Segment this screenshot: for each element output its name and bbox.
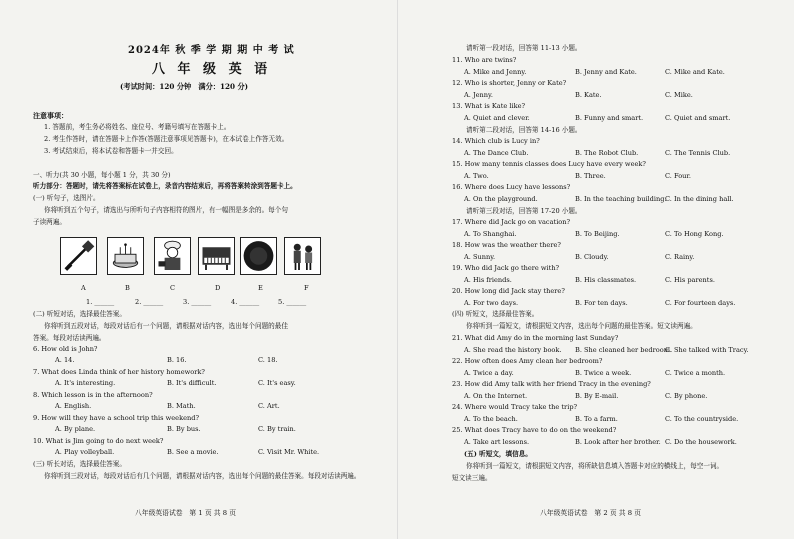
question-7: 7. What does Linda think of her history homework? [33, 368, 205, 376]
q11-option-c: C. Mike and Kate. [665, 68, 725, 76]
q12-option-b: B. Kate. [575, 91, 602, 99]
q14-option-b: B. The Robot Club. [575, 149, 639, 157]
answer-blank-1: 1. ______ [86, 298, 115, 306]
q23-option-a: A. On the Internet. [464, 392, 528, 400]
picture-label-d: D [215, 284, 221, 292]
note-1: 1. 答题前，考生务必将姓名、座位号、考籍号填写在答题卡上。 [44, 123, 231, 131]
q10-option-b: B. See a movie. [167, 448, 219, 456]
q6-option-a: A. 14. [55, 356, 75, 364]
picture-label-a: A [81, 284, 86, 292]
section3-instruction: 你将听到三段对话，每段对话后有几个问题，请根据对话内容，选出每个问题的最佳答案。每段对话读两遍。 [44, 472, 361, 480]
picture-a-paintbrush [60, 237, 97, 275]
exam-title: 2024年 秋 季 学 期 期 中 考 试 [128, 45, 295, 56]
q16-option-c: C. In the dining hall. [665, 195, 734, 203]
q6-option-c: C. 18. [258, 356, 278, 364]
question-24: 24. Where would Tracy take the trip? [452, 403, 578, 411]
q12-option-a: A. Jenny. [464, 91, 493, 99]
question-23: 23. How did Amy talk with her friend Tracy in the evening? [452, 380, 651, 388]
question-13: 13. What is Kate like? [452, 102, 526, 110]
question-20: 20. How long did Jack stay there? [452, 287, 565, 295]
q8-option-c: C. Art. [258, 402, 280, 410]
picture-label-c: C [170, 284, 176, 292]
right-page-footer: 八年级英语试卷 第 2 页 共 8 页 [540, 509, 642, 517]
q24-option-a: A. To the beach. [464, 415, 518, 423]
q21-option-a: A. She read the history book. [464, 346, 562, 354]
q15-option-c: C. Four. [665, 172, 691, 180]
q19-option-b: B. His classmates. [575, 276, 637, 284]
question-18: 18. How was the weather there? [452, 241, 561, 249]
q25-option-c: C. Do the housework. [665, 438, 737, 446]
picture-d-piano [198, 237, 235, 275]
q14-option-c: C. The Tennis Club. [665, 149, 731, 157]
q22-option-b: B. Twice a week. [575, 369, 632, 377]
q15-option-a: A. Two. [464, 172, 489, 180]
question-8: 8. Which lesson is in the afternoon? [33, 391, 153, 399]
question-16: 16. Where does Lucy have lessons? [452, 183, 571, 191]
q18-option-b: B. Cloudy. [575, 253, 609, 261]
q8-option-b: B. Math. [167, 402, 196, 410]
part1-instruction: 听力部分：答题时，请先将答案标在试卷上，录音内容结束后，再将答案转涂到答题卡上。 [33, 182, 297, 190]
q17-option-b: B. To Beijing. [575, 230, 620, 238]
section2-title: (二) 听短对话，选择最佳答案。 [33, 310, 126, 318]
section3-title: (三) 听长对话，选择最佳答案。 [33, 460, 126, 468]
q20-option-c: C. For fourteen days. [665, 299, 736, 307]
section1-instruction-2: 子读两遍。 [33, 218, 66, 226]
q10-option-a: A. Play volleyball. [55, 448, 115, 456]
q7-option-a: A. It's interesting. [55, 379, 116, 387]
q10-option-c: C. Visit Mr. White. [258, 448, 320, 456]
section5-instruction-2: 短文读三遍。 [452, 474, 492, 482]
q24-option-c: C. To the countryside. [665, 415, 739, 423]
question-22: 22. How often does Amy clean her bedroom? [452, 357, 603, 365]
question-17: 17. Where did Jack go on vacation? [452, 218, 571, 226]
q21-option-c: C. She talked with Tracy. [665, 346, 749, 354]
q18-option-a: A. Sunny. [464, 253, 496, 261]
q23-option-b: B. By E-mail. [575, 392, 619, 400]
right-column [400, 0, 794, 539]
note-2: 2. 考生作答时，请在答题卡上作答(答题注意事项见答题卡)，在本试卷上作答无效。 [44, 135, 289, 143]
section4-instruction: 你将听到一篇短文，请根据短文内容，选出每个问题的最佳答案。短文读两遍。 [466, 322, 697, 330]
q7-option-c: C. It's easy. [258, 379, 296, 387]
left-page-footer: 八年级英语试卷 第 1 页 共 8 页 [135, 509, 237, 517]
question-10: 10. What is Jim going to do next week? [33, 437, 164, 445]
section5-title: (五) 听短文，填信息。 [464, 450, 532, 458]
q11-option-a: A. Mike and Jenny. [464, 68, 527, 76]
q25-option-b: B. Look after her brother. [575, 438, 661, 446]
section5-instruction-1: 你将听到一篇短文，请根据短文内容，将所缺信息填入答题卡对应的横线上，每空一词。 [466, 462, 724, 470]
page-divider [397, 0, 398, 539]
question-15: 15. How many tennis classes does Lucy have every week? [452, 160, 646, 168]
part1-heading: 一、听力(共 30 小题，每小题 1 分，共 30 分) [33, 171, 171, 179]
exam-subject: 八 年 级 英 语 [152, 62, 272, 77]
q25-option-a: A. Take art lessons. [464, 438, 530, 446]
dialogue-1-intro: 请听第一段对话，回答第 11-13 小题。 [466, 44, 582, 52]
q20-option-b: B. For ten days. [575, 299, 628, 307]
section1-instruction-1: 你将听到五个句子，请选出与所听句子内容相符的图片，有一幅图是多余的。每个句 [44, 206, 288, 214]
answer-blank-3: 3. ______ [183, 298, 212, 306]
q7-option-b: B. It's difficult. [167, 379, 217, 387]
picture-b-birthday-cake [107, 237, 144, 275]
q15-option-b: B. Three. [575, 172, 606, 180]
q16-option-a: A. On the playground. [464, 195, 538, 203]
q21-option-b: B. She cleaned her bedroom. [575, 346, 673, 354]
q19-option-a: A. His friends. [464, 276, 512, 284]
section1-title: (一) 听句子，选图片。 [33, 194, 100, 202]
picture-e-dark-circle [240, 237, 277, 275]
q23-option-c: C. By phone. [665, 392, 708, 400]
q13-option-c: C. Quiet and smart. [665, 114, 731, 122]
q22-option-c: C. Twice a month. [665, 369, 726, 377]
q16-option-b: B. In the teaching building. [575, 195, 667, 203]
q19-option-c: C. His parents. [665, 276, 715, 284]
exam-info: (考试时间：120 分钟 满分：120 分) [120, 82, 249, 91]
section2-instruction-2: 答案。每段对话读两遍。 [33, 334, 106, 342]
q9-option-b: B. By bus. [167, 425, 201, 433]
q18-option-c: C. Rainy. [665, 253, 695, 261]
question-6: 6. How old is John? [33, 345, 98, 353]
q22-option-a: A. Twice a day. [464, 369, 514, 377]
picture-c-chef [154, 237, 191, 275]
question-12: 12. Who is shorter, Jenny or Kate? [452, 79, 567, 87]
answer-blank-5: 5. ______ [278, 298, 307, 306]
answer-blank-2: 2. ______ [135, 298, 164, 306]
answer-blank-4: 4. ______ [231, 298, 260, 306]
section2-instruction-1: 你将听到五段对话，每段对话后有一个问题，请根据对话内容，选出每个问题的最佳 [44, 322, 288, 330]
q14-option-a: A. The Dance Club. [464, 149, 529, 157]
note-3: 3. 考试结束后，将本试卷和答题卡一并交回。 [44, 147, 178, 155]
q11-option-b: B. Jenny and Kate. [575, 68, 637, 76]
question-14: 14. Which club is Lucy in? [452, 137, 540, 145]
q20-option-a: A. For two days. [464, 299, 519, 307]
q13-option-b: B. Funny and smart. [575, 114, 644, 122]
question-19: 19. Who did Jack go there with? [452, 264, 560, 272]
picture-f-people [284, 237, 321, 275]
q13-option-a: A. Quiet and clever. [464, 114, 530, 122]
section4-title: (四) 听短文，选择最佳答案。 [452, 310, 539, 318]
question-21: 21. What did Amy do in the morning last Sunday? [452, 334, 619, 342]
dialogue-3-intro: 请听第三段对话，回答第 17-20 小题。 [466, 207, 582, 215]
dialogue-2-intro: 请听第二段对话，回答第 14-16 小题。 [466, 126, 582, 134]
picture-label-b: B [125, 284, 130, 292]
q12-option-c: C. Mike. [665, 91, 693, 99]
q8-option-a: A. English. [55, 402, 92, 410]
q24-option-b: B. To a farm. [575, 415, 618, 423]
question-25: 25. What does Tracy have to do on the weekend? [452, 426, 617, 434]
q9-option-a: A. By plane. [55, 425, 96, 433]
picture-label-e: E [258, 284, 263, 292]
notes-heading: 注意事项： [33, 111, 68, 120]
question-11: 11. Who are twins? [452, 56, 517, 64]
question-9: 9. How will they have a school trip this weekend? [33, 414, 199, 422]
q17-option-c: C. To Hong Kong. [665, 230, 724, 238]
picture-label-f: F [304, 284, 309, 292]
q9-option-c: C. By train. [258, 425, 296, 433]
q17-option-a: A. To Shanghai. [464, 230, 517, 238]
q6-option-b: B. 16. [167, 356, 187, 364]
